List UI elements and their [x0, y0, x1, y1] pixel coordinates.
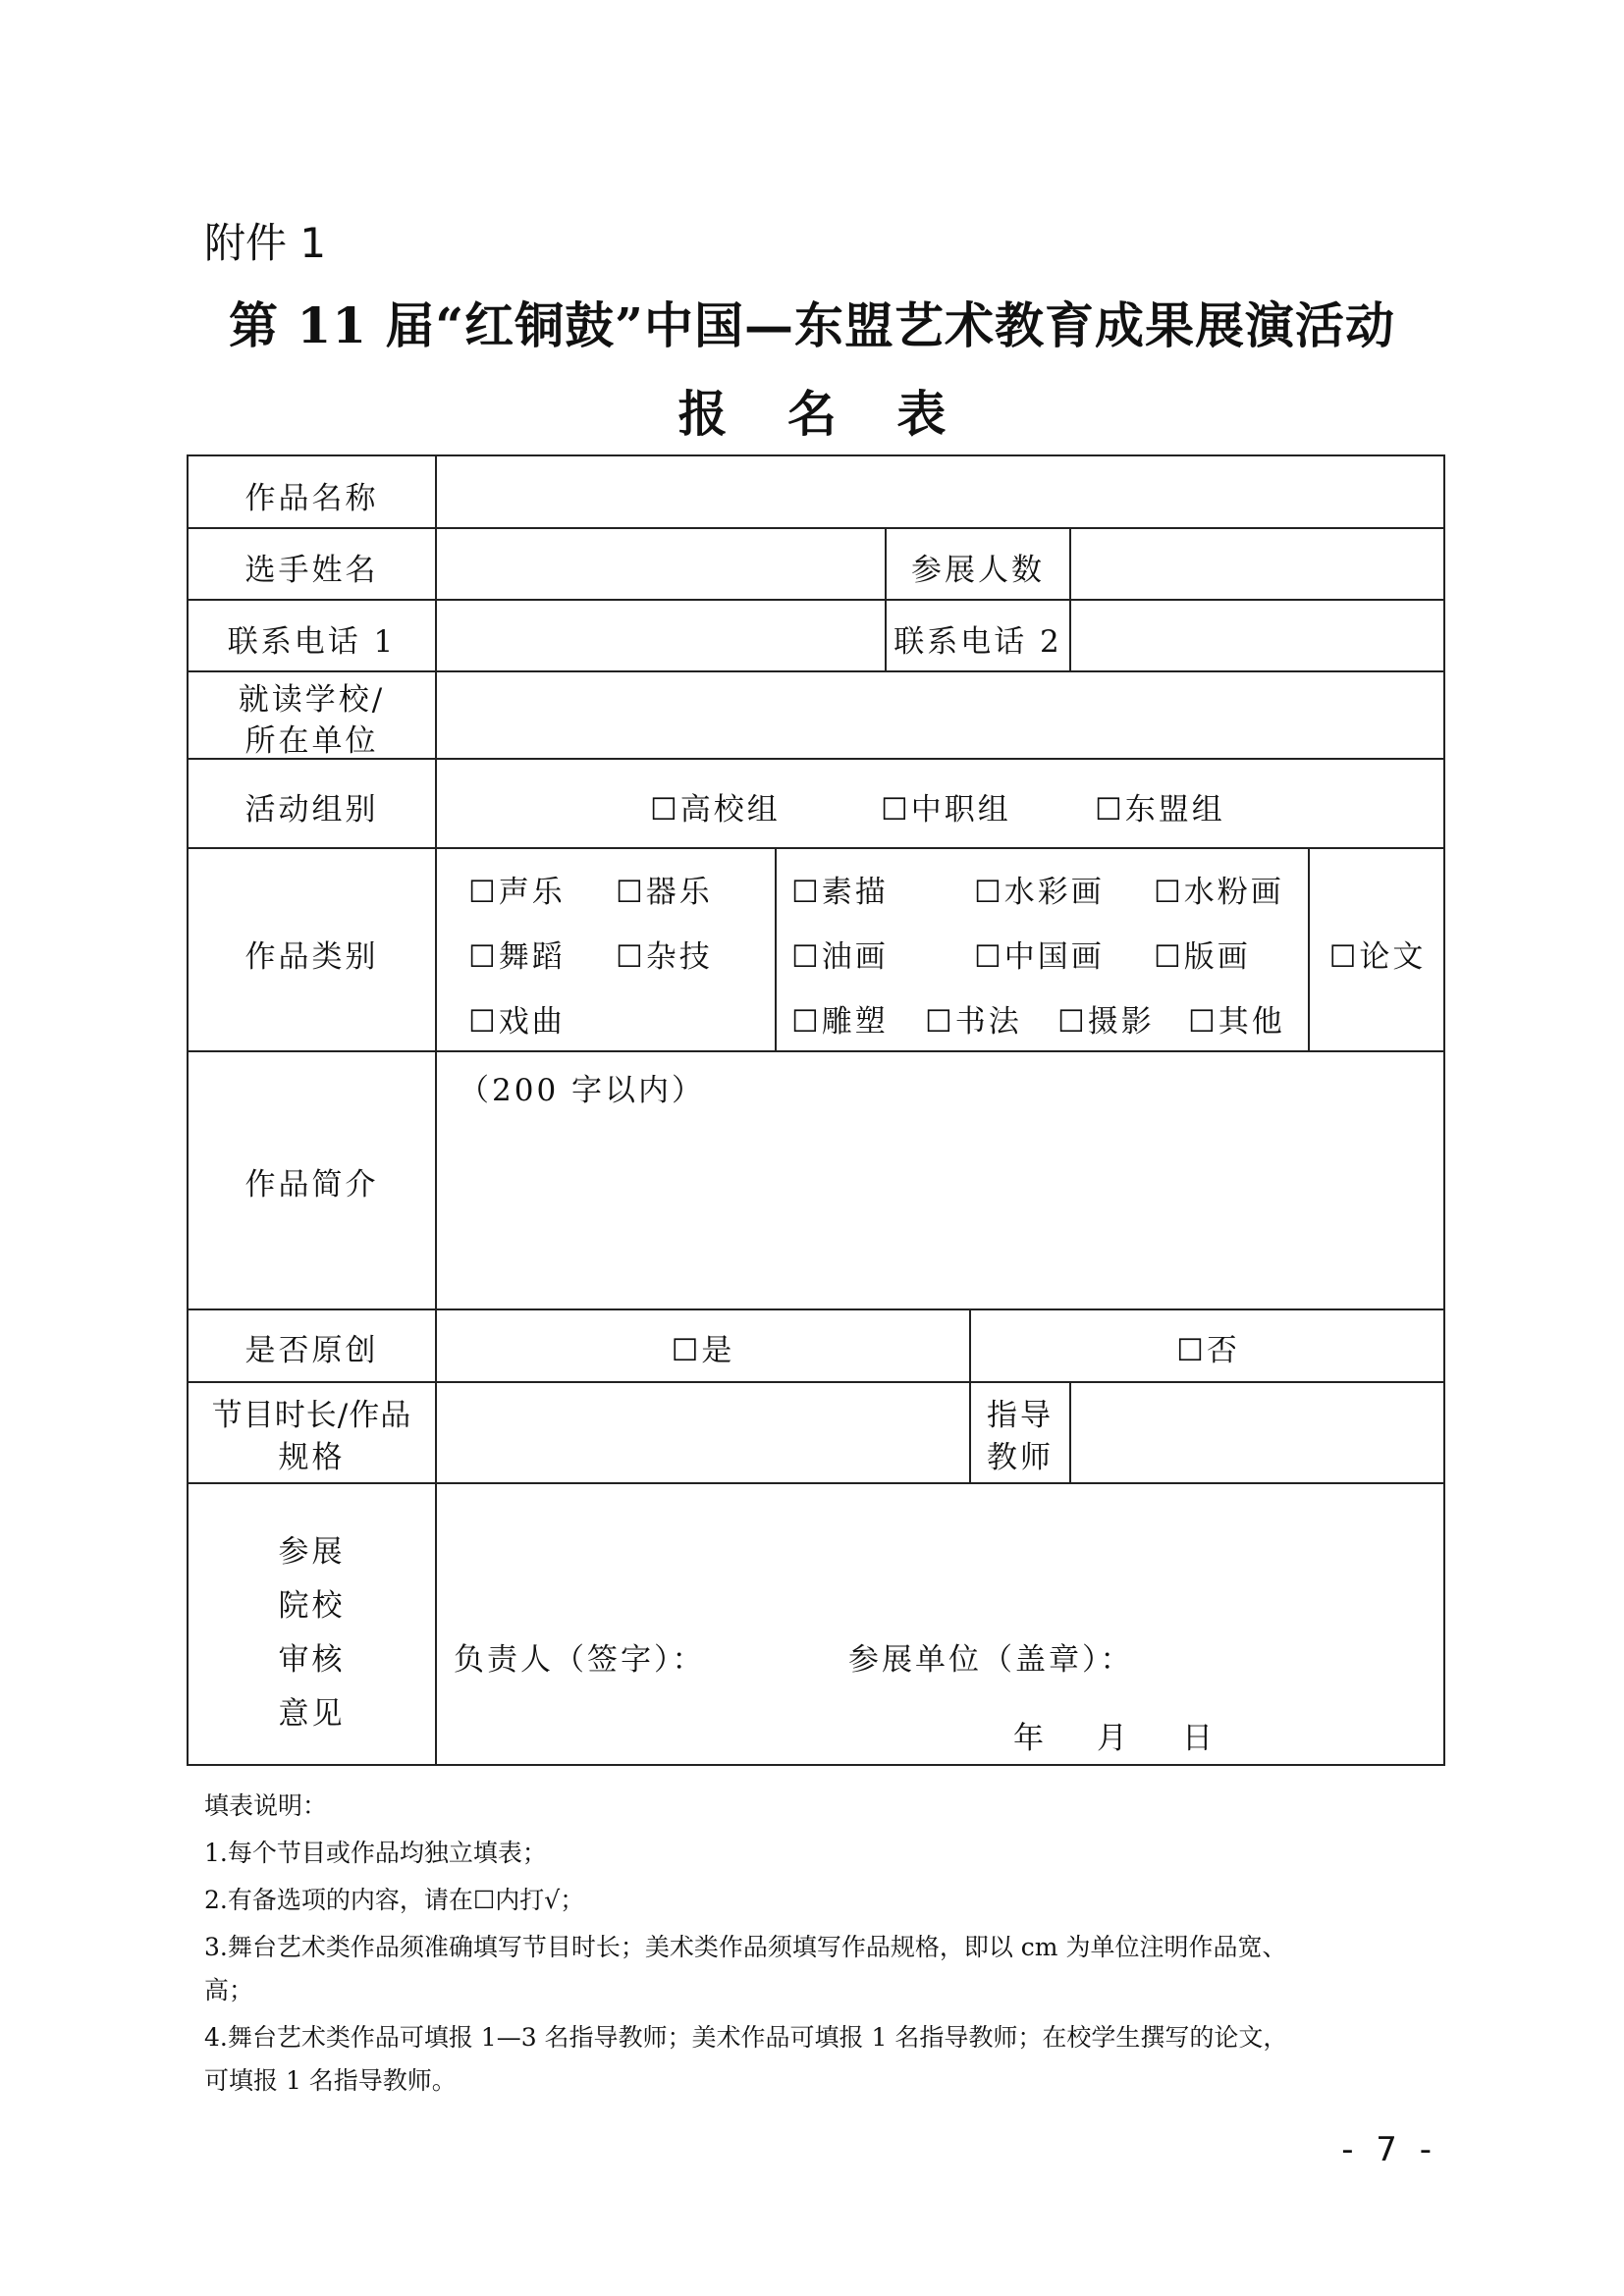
phone2-label: 联系电话 2 — [893, 624, 1062, 660]
note-item: 3.舞台艺术类作品须准确填写节目时长；美术类作品须填写作品规格，即以 cm 为单位注明作品宽、 — [204, 1933, 1287, 1961]
note-item: 可填报 1 名指导教师。 — [204, 2066, 457, 2095]
school-label-line2: 所在单位 — [244, 723, 379, 759]
duration-label-line1: 节目时长/作品 — [211, 1398, 412, 1433]
intro-hint: （200 字以内） — [459, 1073, 706, 1108]
category-opera[interactable]: ☐戏曲 — [468, 1004, 566, 1040]
category-gouache[interactable]: ☐水粉画 — [1154, 875, 1284, 910]
category-acrobatics[interactable]: ☐杂技 — [616, 939, 713, 975]
instructor-label-line1: 指导 — [987, 1398, 1054, 1433]
review-label-4: 意见 — [278, 1696, 346, 1732]
unit-seal-label: 参展单位（盖章）： — [848, 1642, 1134, 1678]
category-label: 作品类别 — [244, 939, 379, 975]
row-divider — [189, 1482, 1445, 1484]
category-photography[interactable]: ☐摄影 — [1057, 1004, 1155, 1040]
row-divider — [189, 1308, 1445, 1310]
original-no[interactable]: ☐否 — [1176, 1333, 1240, 1368]
page-subtitle: 报 名 表 — [677, 385, 968, 443]
intro-field[interactable] — [437, 1104, 1443, 1307]
col-divider — [775, 847, 777, 1050]
participants-label: 参展人数 — [911, 553, 1045, 588]
category-chinese-painting[interactable]: ☐中国画 — [974, 939, 1105, 975]
participants-field[interactable] — [1071, 529, 1444, 598]
row-divider — [189, 1050, 1445, 1052]
row-divider — [189, 847, 1445, 849]
duration-field[interactable] — [437, 1383, 967, 1481]
category-paper[interactable]: ☐论文 — [1328, 939, 1427, 975]
review-label-1: 参展 — [278, 1534, 346, 1570]
note-item: 高； — [204, 1976, 254, 2004]
note-item: 4.舞台艺术类作品可填报 1—3 名指导教师；美术作品可填报 1 名指导教师；在校学生撰写的论文， — [204, 2023, 1288, 2052]
school-label-line1: 就读学校/ — [238, 682, 386, 718]
instructor-label-line2: 教师 — [987, 1440, 1054, 1475]
date-day: 日 — [1182, 1721, 1216, 1756]
registration-form — [187, 454, 1445, 1766]
group-option-university[interactable]: ☐高校组 — [650, 792, 781, 828]
date-month: 月 — [1097, 1721, 1130, 1756]
group-label: 活动组别 — [244, 792, 379, 828]
notes-heading: 填表说明： — [204, 1791, 328, 1820]
work-name-field[interactable] — [437, 458, 1443, 525]
work-name-label: 作品名称 — [244, 481, 379, 516]
school-field[interactable] — [437, 672, 1443, 757]
phone1-label: 联系电话 1 — [227, 624, 397, 660]
date-year: 年 — [1013, 1721, 1047, 1756]
category-other[interactable]: ☐其他 — [1188, 1004, 1285, 1040]
category-dance[interactable]: ☐舞蹈 — [468, 939, 566, 975]
category-calligraphy[interactable]: ☐书法 — [925, 1004, 1022, 1040]
instructor-field[interactable] — [1071, 1383, 1444, 1481]
review-label-2: 院校 — [278, 1588, 346, 1624]
note-item: 2.有备选项的内容，请在☐内打√； — [204, 1886, 585, 1914]
group-option-vocational[interactable]: ☐中职组 — [881, 792, 1011, 828]
category-watercolor[interactable]: ☐水彩画 — [974, 875, 1105, 910]
phone2-field[interactable] — [1071, 601, 1444, 669]
page-number: - 7 - — [1341, 2130, 1437, 2169]
category-print[interactable]: ☐版画 — [1154, 939, 1251, 975]
category-oil[interactable]: ☐油画 — [791, 939, 889, 975]
note-item: 1.每个节目或作品均独立填表； — [204, 1839, 547, 1867]
category-sculpture[interactable]: ☐雕塑 — [791, 1004, 889, 1040]
original-yes[interactable]: ☐是 — [671, 1333, 735, 1368]
phone1-field[interactable] — [437, 601, 883, 669]
intro-label: 作品简介 — [244, 1167, 379, 1202]
category-instrumental[interactable]: ☐器乐 — [616, 875, 713, 910]
player-name-label: 选手姓名 — [244, 553, 379, 588]
attachment-label: 附件 1 — [204, 219, 327, 267]
signer-label: 负责人（签字）： — [454, 1642, 706, 1678]
review-label-3: 审核 — [278, 1642, 346, 1678]
player-name-field[interactable] — [437, 529, 883, 598]
category-vocal[interactable]: ☐声乐 — [468, 875, 566, 910]
original-label: 是否原创 — [244, 1333, 379, 1368]
group-option-asean[interactable]: ☐东盟组 — [1095, 792, 1225, 828]
page-title: 第 11 届“红铜鼓”中国—东盟艺术教育成果展演活动 — [229, 296, 1395, 354]
duration-label-line2: 规格 — [278, 1440, 346, 1475]
category-sketch[interactable]: ☐素描 — [791, 875, 889, 910]
